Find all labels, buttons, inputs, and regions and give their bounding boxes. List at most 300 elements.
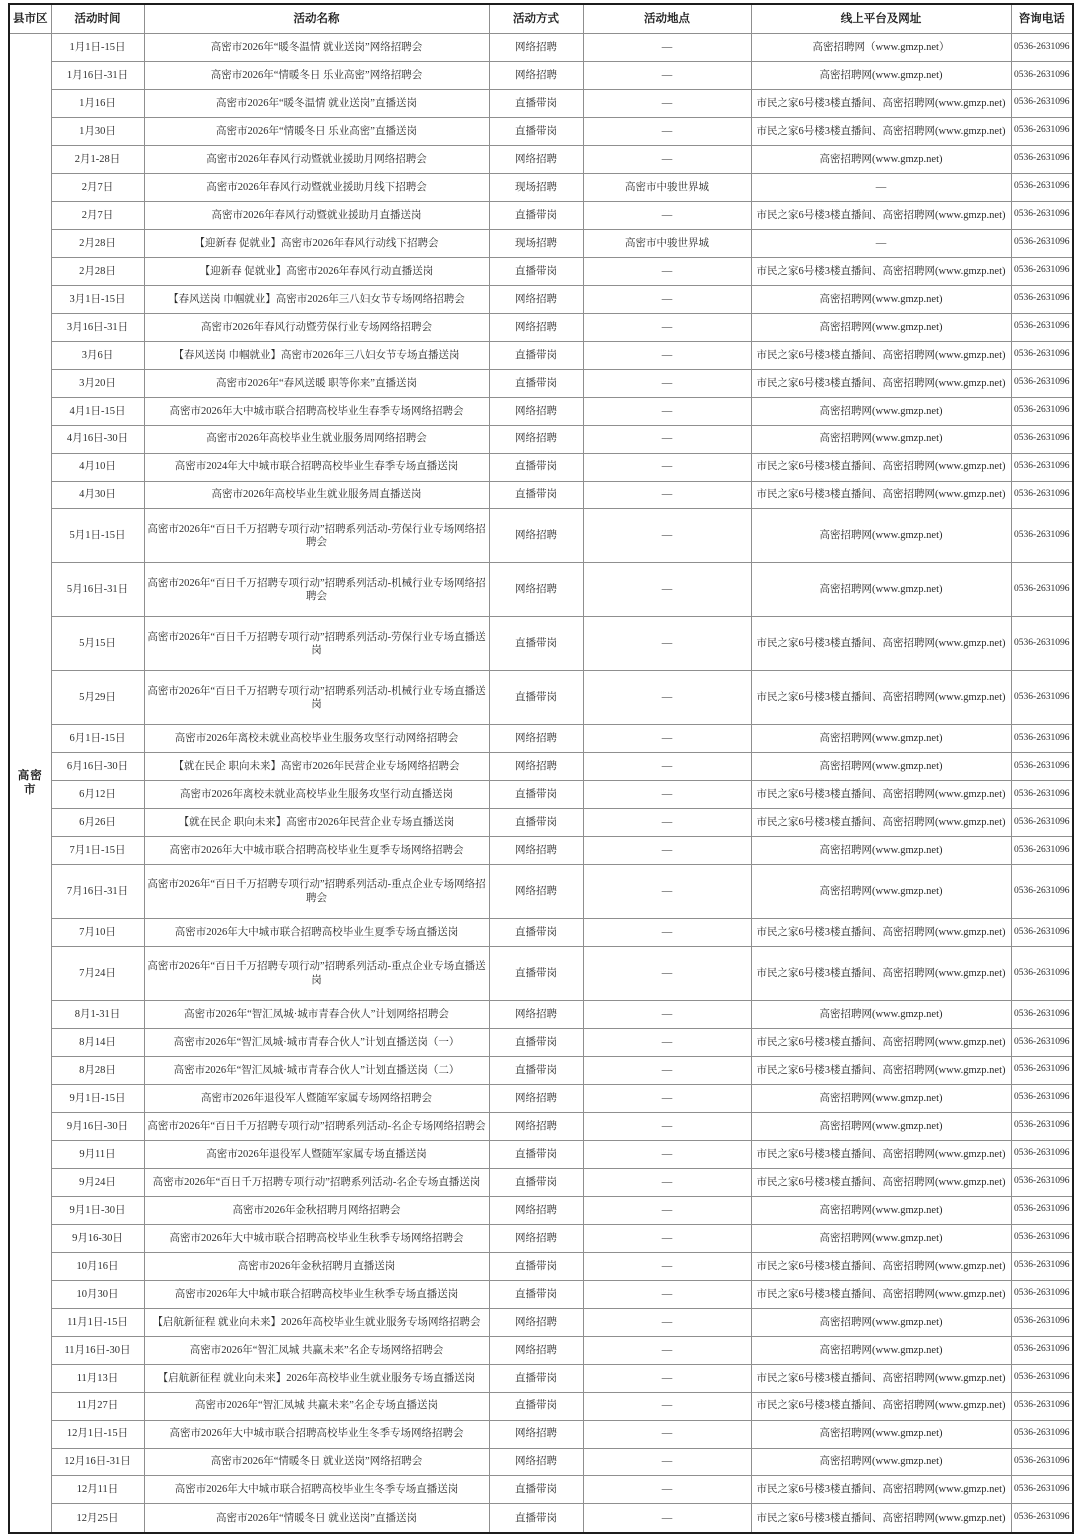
cell-activity-location: — <box>583 1392 751 1420</box>
cell-online-platform: — <box>751 173 1011 201</box>
cell-activity-location: — <box>583 1364 751 1392</box>
cell-activity-time: 6月16日-30日 <box>51 753 144 781</box>
table-row <box>9 1168 1073 1196</box>
table-row <box>9 671 1073 725</box>
cell-activity-location: — <box>583 453 751 481</box>
county-merged-cell: 高密市 <box>9 34 51 1534</box>
cell-activity-name: 高密市2026年“百日千万招聘专项行动”招聘系列活动-机械行业专场直播送岗 <box>144 671 489 725</box>
cell-online-platform: 市民之家6号楼3楼直播间、高密招聘网(www.gmzp.net) <box>751 89 1011 117</box>
cell-activity-time: 1月16日 <box>51 89 144 117</box>
table-row <box>9 1112 1073 1140</box>
cell-activity-method: 网络招聘 <box>489 61 583 89</box>
cell-activity-location: — <box>583 34 751 62</box>
cell-activity-name: 高密市2026年大中城市联合招聘高校毕业生夏季专场直播送岗 <box>144 919 489 947</box>
table-row <box>9 563 1073 617</box>
cell-activity-name: 高密市2026年“情暖冬日 乐业高密”直播送岗 <box>144 117 489 145</box>
cell-phone: 0536-2631096 <box>1011 369 1073 397</box>
table-row <box>9 201 1073 229</box>
table-row <box>9 1364 1073 1392</box>
cell-online-platform: 市民之家6号楼3楼直播间、高密招聘网(www.gmzp.net) <box>751 919 1011 947</box>
cell-phone: 0536-2631096 <box>1011 509 1073 563</box>
cell-phone: 0536-2631096 <box>1011 1364 1073 1392</box>
cell-activity-method: 直播带岗 <box>489 201 583 229</box>
cell-online-platform: 高密招聘网(www.gmzp.net) <box>751 1308 1011 1336</box>
cell-phone: 0536-2631096 <box>1011 425 1073 453</box>
cell-activity-method: 网络招聘 <box>489 509 583 563</box>
cell-activity-time: 7月1日-15日 <box>51 837 144 865</box>
cell-activity-name: 高密市2026年“智汇凤城·城市青春合伙人”计划直播送岗（一） <box>144 1028 489 1056</box>
cell-activity-location: — <box>583 145 751 173</box>
cell-online-platform: 高密招聘网(www.gmzp.net) <box>751 1336 1011 1364</box>
cell-activity-location: — <box>583 257 751 285</box>
cell-phone: 0536-2631096 <box>1011 837 1073 865</box>
cell-activity-location: — <box>583 725 751 753</box>
cell-activity-name: 高密市2024年大中城市联合招聘高校毕业生春季专场直播送岗 <box>144 453 489 481</box>
cell-activity-name: 高密市2026年高校毕业生就业服务周网络招聘会 <box>144 425 489 453</box>
cell-activity-time: 3月1日-15日 <box>51 285 144 313</box>
cell-activity-location: — <box>583 1448 751 1476</box>
header-county: 县市区 <box>9 4 51 34</box>
cell-phone: 0536-2631096 <box>1011 1084 1073 1112</box>
cell-online-platform: 市民之家6号楼3楼直播间、高密招聘网(www.gmzp.net) <box>751 617 1011 671</box>
cell-activity-location: — <box>583 509 751 563</box>
header-phone: 咨询电话 <box>1011 4 1073 34</box>
cell-activity-method: 直播带岗 <box>489 919 583 947</box>
cell-activity-time: 9月1日-30日 <box>51 1196 144 1224</box>
cell-activity-name: 高密市2026年大中城市联合招聘高校毕业生夏季专场网络招聘会 <box>144 837 489 865</box>
table-row <box>9 1420 1073 1448</box>
cell-activity-method: 直播带岗 <box>489 1140 583 1168</box>
cell-activity-method: 现场招聘 <box>489 173 583 201</box>
cell-activity-method: 网络招聘 <box>489 1336 583 1364</box>
cell-phone: 0536-2631096 <box>1011 1140 1073 1168</box>
cell-activity-name: 【就在民企 职向未来】高密市2026年民营企业专场网络招聘会 <box>144 753 489 781</box>
cell-phone: 0536-2631096 <box>1011 947 1073 1001</box>
cell-activity-time: 10月30日 <box>51 1280 144 1308</box>
cell-activity-name: 高密市2026年“情暖冬日 就业送岗”直播送岗 <box>144 1504 489 1533</box>
cell-activity-method: 直播带岗 <box>489 781 583 809</box>
cell-phone: 0536-2631096 <box>1011 1028 1073 1056</box>
cell-activity-name: 【迎新春 促就业】高密市2026年春风行动线下招聘会 <box>144 229 489 257</box>
cell-activity-location: — <box>583 1280 751 1308</box>
cell-activity-time: 4月16日-30日 <box>51 425 144 453</box>
cell-activity-method: 直播带岗 <box>489 617 583 671</box>
table-row <box>9 781 1073 809</box>
cell-activity-location: — <box>583 285 751 313</box>
cell-activity-method: 网络招聘 <box>489 34 583 62</box>
cell-phone: 0536-2631096 <box>1011 1280 1073 1308</box>
table-row <box>9 1336 1073 1364</box>
cell-online-platform: 市民之家6号楼3楼直播间、高密招聘网(www.gmzp.net) <box>751 1252 1011 1280</box>
cell-online-platform: 市民之家6号楼3楼直播间、高密招聘网(www.gmzp.net) <box>751 369 1011 397</box>
cell-activity-location: — <box>583 781 751 809</box>
cell-online-platform: 高密招聘网(www.gmzp.net) <box>751 1420 1011 1448</box>
cell-phone: 0536-2631096 <box>1011 1476 1073 1504</box>
cell-phone: 0536-2631096 <box>1011 173 1073 201</box>
table-row <box>9 1140 1073 1168</box>
cell-activity-location: 高密市中骏世界城 <box>583 173 751 201</box>
cell-activity-location: — <box>583 1084 751 1112</box>
cell-activity-method: 直播带岗 <box>489 481 583 509</box>
cell-online-platform: 市民之家6号楼3楼直播间、高密招聘网(www.gmzp.net) <box>751 671 1011 725</box>
cell-activity-method: 现场招聘 <box>489 229 583 257</box>
cell-activity-location: — <box>583 369 751 397</box>
header-online-platform: 线上平台及网址 <box>751 4 1011 34</box>
cell-online-platform: 市民之家6号楼3楼直播间、高密招聘网(www.gmzp.net) <box>751 1168 1011 1196</box>
table-row <box>9 865 1073 919</box>
cell-phone: 0536-2631096 <box>1011 117 1073 145</box>
cell-phone: 0536-2631096 <box>1011 919 1073 947</box>
cell-activity-time: 9月16-30日 <box>51 1224 144 1252</box>
cell-activity-time: 12月16日-31日 <box>51 1448 144 1476</box>
cell-phone: 0536-2631096 <box>1011 781 1073 809</box>
cell-activity-location: — <box>583 1308 751 1336</box>
cell-activity-method: 网络招聘 <box>489 753 583 781</box>
cell-activity-time: 3月6日 <box>51 341 144 369</box>
cell-phone: 0536-2631096 <box>1011 1392 1073 1420</box>
table-header <box>9 4 1073 34</box>
cell-activity-method: 网络招聘 <box>489 285 583 313</box>
cell-activity-method: 直播带岗 <box>489 809 583 837</box>
cell-online-platform: 市民之家6号楼3楼直播间、高密招聘网(www.gmzp.net) <box>751 1280 1011 1308</box>
cell-activity-name: 高密市2026年“情暖冬日 乐业高密”网络招聘会 <box>144 61 489 89</box>
cell-phone: 0536-2631096 <box>1011 1448 1073 1476</box>
cell-phone: 0536-2631096 <box>1011 1420 1073 1448</box>
cell-phone: 0536-2631096 <box>1011 753 1073 781</box>
header-activity-location: 活动地点 <box>583 4 751 34</box>
cell-online-platform: — <box>751 229 1011 257</box>
cell-activity-name: 【启航新征程 就业向未来】2026年高校毕业生就业服务专场直播送岗 <box>144 1364 489 1392</box>
cell-online-platform: 高密招聘网(www.gmzp.net) <box>751 837 1011 865</box>
cell-online-platform: 高密招聘网(www.gmzp.net) <box>751 61 1011 89</box>
cell-phone: 0536-2631096 <box>1011 229 1073 257</box>
table-row <box>9 919 1073 947</box>
cell-activity-name: 高密市2026年“百日千万招聘专项行动”招聘系列活动-机械行业专场网络招聘会 <box>144 563 489 617</box>
table-row <box>9 1308 1073 1336</box>
cell-activity-time: 6月1日-15日 <box>51 725 144 753</box>
cell-activity-method: 网络招聘 <box>489 1308 583 1336</box>
cell-activity-location: — <box>583 1420 751 1448</box>
table-row <box>9 725 1073 753</box>
cell-activity-time: 4月1日-15日 <box>51 397 144 425</box>
cell-phone: 0536-2631096 <box>1011 809 1073 837</box>
cell-phone: 0536-2631096 <box>1011 453 1073 481</box>
cell-online-platform: 市民之家6号楼3楼直播间、高密招聘网(www.gmzp.net) <box>751 1140 1011 1168</box>
cell-activity-location: — <box>583 671 751 725</box>
cell-activity-time: 4月30日 <box>51 481 144 509</box>
cell-phone: 0536-2631096 <box>1011 1308 1073 1336</box>
cell-activity-name: 【春风送岗 巾帼就业】高密市2026年三八妇女节专场直播送岗 <box>144 341 489 369</box>
cell-activity-name: 高密市2026年春风行动暨就业援助月线下招聘会 <box>144 173 489 201</box>
table-row <box>9 617 1073 671</box>
cell-phone: 0536-2631096 <box>1011 1504 1073 1533</box>
cell-activity-location: — <box>583 865 751 919</box>
cell-activity-name: 【春风送岗 巾帼就业】高密市2026年三八妇女节专场网络招聘会 <box>144 285 489 313</box>
cell-activity-time: 3月16日-31日 <box>51 313 144 341</box>
cell-activity-time: 7月16日-31日 <box>51 865 144 919</box>
cell-phone: 0536-2631096 <box>1011 1168 1073 1196</box>
cell-online-platform: 高密招聘网(www.gmzp.net) <box>751 1448 1011 1476</box>
cell-activity-location: — <box>583 1001 751 1029</box>
cell-online-platform: 市民之家6号楼3楼直播间、高密招聘网(www.gmzp.net) <box>751 117 1011 145</box>
cell-phone: 0536-2631096 <box>1011 671 1073 725</box>
cell-phone: 0536-2631096 <box>1011 61 1073 89</box>
cell-phone: 0536-2631096 <box>1011 89 1073 117</box>
cell-activity-method: 网络招聘 <box>489 1001 583 1029</box>
table-row <box>9 89 1073 117</box>
table-row <box>9 425 1073 453</box>
cell-activity-location: — <box>583 341 751 369</box>
cell-online-platform: 市民之家6号楼3楼直播间、高密招聘网(www.gmzp.net) <box>751 1392 1011 1420</box>
cell-online-platform: 高密招聘网(www.gmzp.net) <box>751 397 1011 425</box>
cell-activity-name: 高密市2026年“百日千万招聘专项行动”招聘系列活动-劳保行业专场直播送岗 <box>144 617 489 671</box>
cell-activity-method: 直播带岗 <box>489 369 583 397</box>
cell-online-platform: 市民之家6号楼3楼直播间、高密招聘网(www.gmzp.net) <box>751 781 1011 809</box>
cell-phone: 0536-2631096 <box>1011 865 1073 919</box>
cell-phone: 0536-2631096 <box>1011 1252 1073 1280</box>
cell-activity-name: 高密市2026年大中城市联合招聘高校毕业生秋季专场直播送岗 <box>144 1280 489 1308</box>
cell-activity-time: 1月16日-31日 <box>51 61 144 89</box>
cell-activity-location: — <box>583 1168 751 1196</box>
cell-activity-location: — <box>583 1252 751 1280</box>
table-row <box>9 229 1073 257</box>
table-row <box>9 1028 1073 1056</box>
cell-activity-name: 高密市2026年离校未就业高校毕业生服务攻坚行动直播送岗 <box>144 781 489 809</box>
cell-phone: 0536-2631096 <box>1011 257 1073 285</box>
cell-online-platform: 市民之家6号楼3楼直播间、高密招聘网(www.gmzp.net) <box>751 453 1011 481</box>
cell-activity-method: 网络招聘 <box>489 397 583 425</box>
cell-activity-time: 5月29日 <box>51 671 144 725</box>
table-row <box>9 145 1073 173</box>
cell-activity-method: 网络招聘 <box>489 1420 583 1448</box>
table-row <box>9 285 1073 313</box>
cell-activity-name: 高密市2026年“百日千万招聘专项行动”招聘系列活动-重点企业专场网络招聘会 <box>144 865 489 919</box>
cell-activity-time: 10月16日 <box>51 1252 144 1280</box>
cell-activity-time: 9月1日-15日 <box>51 1084 144 1112</box>
cell-activity-name: 高密市2026年“百日千万招聘专项行动”招聘系列活动-劳保行业专场网络招聘会 <box>144 509 489 563</box>
cell-activity-method: 网络招聘 <box>489 725 583 753</box>
cell-activity-method: 网络招聘 <box>489 145 583 173</box>
cell-activity-method: 直播带岗 <box>489 1280 583 1308</box>
cell-activity-location: — <box>583 1504 751 1533</box>
cell-activity-method: 直播带岗 <box>489 947 583 1001</box>
header-activity-method: 活动方式 <box>489 4 583 34</box>
table-row <box>9 61 1073 89</box>
cell-activity-method: 直播带岗 <box>489 1056 583 1084</box>
cell-activity-location: — <box>583 1056 751 1084</box>
cell-activity-time: 2月7日 <box>51 173 144 201</box>
cell-activity-name: 【就在民企 职向未来】高密市2026年民营企业专场直播送岗 <box>144 809 489 837</box>
cell-phone: 0536-2631096 <box>1011 1001 1073 1029</box>
table-row <box>9 34 1073 62</box>
cell-activity-method: 直播带岗 <box>489 1476 583 1504</box>
table-row <box>9 1001 1073 1029</box>
cell-activity-time: 1月1日-15日 <box>51 34 144 62</box>
cell-activity-method: 直播带岗 <box>489 1168 583 1196</box>
table-row <box>9 753 1073 781</box>
cell-activity-name: 高密市2026年“智汇凤城·城市青春合伙人”计划直播送岗（二） <box>144 1056 489 1084</box>
cell-online-platform: 高密招聘网(www.gmzp.net) <box>751 313 1011 341</box>
cell-activity-time: 9月11日 <box>51 1140 144 1168</box>
cell-activity-name: 高密市2026年“暖冬温情 就业送岗”网络招聘会 <box>144 34 489 62</box>
cell-online-platform: 高密招聘网(www.gmzp.net) <box>751 145 1011 173</box>
cell-activity-time: 2月28日 <box>51 229 144 257</box>
cell-activity-name: 高密市2026年春风行动暨就业援助月网络招聘会 <box>144 145 489 173</box>
cell-activity-name: 高密市2026年退役军人暨随军家属专场网络招聘会 <box>144 1084 489 1112</box>
cell-activity-time: 11月16日-30日 <box>51 1336 144 1364</box>
table-row <box>9 313 1073 341</box>
table-row <box>9 1280 1073 1308</box>
cell-activity-name: 高密市2026年春风行动暨就业援助月直播送岗 <box>144 201 489 229</box>
cell-activity-location: — <box>583 563 751 617</box>
header-activity-name: 活动名称 <box>144 4 489 34</box>
cell-phone: 0536-2631096 <box>1011 1224 1073 1252</box>
cell-activity-time: 5月15日 <box>51 617 144 671</box>
table-row <box>9 1448 1073 1476</box>
cell-activity-time: 11月1日-15日 <box>51 1308 144 1336</box>
cell-activity-name: 高密市2026年春风行动暨劳保行业专场网络招聘会 <box>144 313 489 341</box>
cell-activity-time: 9月24日 <box>51 1168 144 1196</box>
cell-activity-time: 8月14日 <box>51 1028 144 1056</box>
table-row <box>9 481 1073 509</box>
cell-activity-method: 直播带岗 <box>489 1504 583 1533</box>
cell-activity-time: 2月1-28日 <box>51 145 144 173</box>
cell-activity-method: 直播带岗 <box>489 453 583 481</box>
header-activity-time: 活动时间 <box>51 4 144 34</box>
cell-online-platform: 高密招聘网(www.gmzp.net) <box>751 1084 1011 1112</box>
cell-online-platform: 市民之家6号楼3楼直播间、高密招聘网(www.gmzp.net) <box>751 257 1011 285</box>
cell-activity-time: 3月20日 <box>51 369 144 397</box>
cell-activity-name: 高密市2026年高校毕业生就业服务周直播送岗 <box>144 481 489 509</box>
cell-activity-time: 7月10日 <box>51 919 144 947</box>
table-row <box>9 837 1073 865</box>
cell-phone: 0536-2631096 <box>1011 313 1073 341</box>
cell-activity-method: 网络招聘 <box>489 313 583 341</box>
cell-phone: 0536-2631096 <box>1011 617 1073 671</box>
cell-activity-name: 高密市2026年退役军人暨随军家属专场直播送岗 <box>144 1140 489 1168</box>
cell-phone: 0536-2631096 <box>1011 34 1073 62</box>
table-row <box>9 117 1073 145</box>
cell-activity-location: — <box>583 1140 751 1168</box>
cell-activity-method: 直播带岗 <box>489 257 583 285</box>
cell-activity-name: 高密市2026年大中城市联合招聘高校毕业生春季专场网络招聘会 <box>144 397 489 425</box>
cell-activity-method: 网络招聘 <box>489 425 583 453</box>
cell-online-platform: 市民之家6号楼3楼直播间、高密招聘网(www.gmzp.net) <box>751 201 1011 229</box>
cell-activity-name: 高密市2026年“百日千万招聘专项行动”招聘系列活动-重点企业专场直播送岗 <box>144 947 489 1001</box>
cell-activity-name: 高密市2026年“百日千万招聘专项行动”招聘系列活动-名企专场网络招聘会 <box>144 1112 489 1140</box>
cell-activity-time: 12月11日 <box>51 1476 144 1504</box>
cell-online-platform: 高密招聘网(www.gmzp.net) <box>751 425 1011 453</box>
cell-online-platform: 市民之家6号楼3楼直播间、高密招聘网(www.gmzp.net) <box>751 1056 1011 1084</box>
cell-activity-time: 1月30日 <box>51 117 144 145</box>
cell-online-platform: 市民之家6号楼3楼直播间、高密招聘网(www.gmzp.net) <box>751 947 1011 1001</box>
cell-activity-time: 9月16日-30日 <box>51 1112 144 1140</box>
cell-activity-location: — <box>583 1224 751 1252</box>
cell-activity-method: 直播带岗 <box>489 1028 583 1056</box>
cell-online-platform: 高密招聘网(www.gmzp.net) <box>751 563 1011 617</box>
table-row <box>9 397 1073 425</box>
cell-activity-method: 网络招聘 <box>489 865 583 919</box>
cell-activity-location: — <box>583 919 751 947</box>
cell-activity-name: 【迎新春 促就业】高密市2026年春风行动直播送岗 <box>144 257 489 285</box>
cell-online-platform: 市民之家6号楼3楼直播间、高密招聘网(www.gmzp.net) <box>751 481 1011 509</box>
cell-online-platform: 高密招聘网(www.gmzp.net) <box>751 1196 1011 1224</box>
cell-online-platform: 高密招聘网(www.gmzp.net) <box>751 1001 1011 1029</box>
cell-activity-method: 直播带岗 <box>489 117 583 145</box>
cell-activity-method: 直播带岗 <box>489 1364 583 1392</box>
cell-activity-name: 高密市2026年大中城市联合招聘高校毕业生冬季专场直播送岗 <box>144 1476 489 1504</box>
cell-activity-method: 网络招聘 <box>489 1112 583 1140</box>
cell-phone: 0536-2631096 <box>1011 397 1073 425</box>
table-row <box>9 809 1073 837</box>
cell-activity-location: — <box>583 1028 751 1056</box>
cell-activity-location: — <box>583 61 751 89</box>
cell-online-platform: 市民之家6号楼3楼直播间、高密招聘网(www.gmzp.net) <box>751 341 1011 369</box>
table-body <box>9 34 1073 1534</box>
table-row <box>9 1224 1073 1252</box>
cell-activity-method: 网络招聘 <box>489 1448 583 1476</box>
cell-activity-method: 直播带岗 <box>489 89 583 117</box>
table-row <box>9 1252 1073 1280</box>
cell-online-platform: 市民之家6号楼3楼直播间、高密招聘网(www.gmzp.net) <box>751 1504 1011 1533</box>
cell-activity-location: — <box>583 201 751 229</box>
cell-activity-name: 高密市2026年“智汇凤城·城市青春合伙人”计划网络招聘会 <box>144 1001 489 1029</box>
cell-phone: 0536-2631096 <box>1011 1196 1073 1224</box>
cell-activity-location: — <box>583 1476 751 1504</box>
cell-online-platform: 高密招聘网(www.gmzp.net) <box>751 865 1011 919</box>
cell-activity-time: 6月12日 <box>51 781 144 809</box>
cell-activity-name: 高密市2026年“智汇凤城 共赢未来”名企专场直播送岗 <box>144 1392 489 1420</box>
cell-activity-time: 7月24日 <box>51 947 144 1001</box>
table-row <box>9 369 1073 397</box>
cell-phone: 0536-2631096 <box>1011 1336 1073 1364</box>
cell-activity-method: 网络招聘 <box>489 837 583 865</box>
cell-online-platform: 市民之家6号楼3楼直播间、高密招聘网(www.gmzp.net) <box>751 1028 1011 1056</box>
cell-activity-location: — <box>583 1112 751 1140</box>
cell-activity-time: 11月13日 <box>51 1364 144 1392</box>
cell-online-platform: 市民之家6号楼3楼直播间、高密招聘网(www.gmzp.net) <box>751 809 1011 837</box>
cell-phone: 0536-2631096 <box>1011 481 1073 509</box>
cell-activity-method: 直播带岗 <box>489 1252 583 1280</box>
cell-phone: 0536-2631096 <box>1011 285 1073 313</box>
cell-activity-location: 高密市中骏世界城 <box>583 229 751 257</box>
cell-activity-time: 12月1日-15日 <box>51 1420 144 1448</box>
cell-activity-name: 高密市2026年金秋招聘月网络招聘会 <box>144 1196 489 1224</box>
table-row <box>9 173 1073 201</box>
cell-activity-method: 网络招聘 <box>489 1196 583 1224</box>
cell-activity-method: 直播带岗 <box>489 341 583 369</box>
table-row <box>9 947 1073 1001</box>
cell-online-platform: 高密招聘网（www.gmzp.net） <box>751 34 1011 62</box>
cell-activity-time: 12月25日 <box>51 1504 144 1533</box>
table-row <box>9 1196 1073 1224</box>
cell-activity-time: 4月10日 <box>51 453 144 481</box>
cell-activity-time: 11月27日 <box>51 1392 144 1420</box>
cell-online-platform: 高密招聘网(www.gmzp.net) <box>751 509 1011 563</box>
cell-activity-time: 2月7日 <box>51 201 144 229</box>
cell-phone: 0536-2631096 <box>1011 1056 1073 1084</box>
cell-activity-method: 网络招聘 <box>489 1224 583 1252</box>
table-row <box>9 1056 1073 1084</box>
cell-activity-name: 【启航新征程 就业向未来】2026年高校毕业生就业服务专场网络招聘会 <box>144 1308 489 1336</box>
header-row <box>9 4 1073 34</box>
table-row <box>9 1084 1073 1112</box>
cell-activity-name: 高密市2026年“情暖冬日 就业送岗”网络招聘会 <box>144 1448 489 1476</box>
cell-activity-time: 5月1日-15日 <box>51 509 144 563</box>
cell-phone: 0536-2631096 <box>1011 1112 1073 1140</box>
cell-phone: 0536-2631096 <box>1011 145 1073 173</box>
cell-activity-name: 高密市2026年“暖冬温情 就业送岗”直播送岗 <box>144 89 489 117</box>
